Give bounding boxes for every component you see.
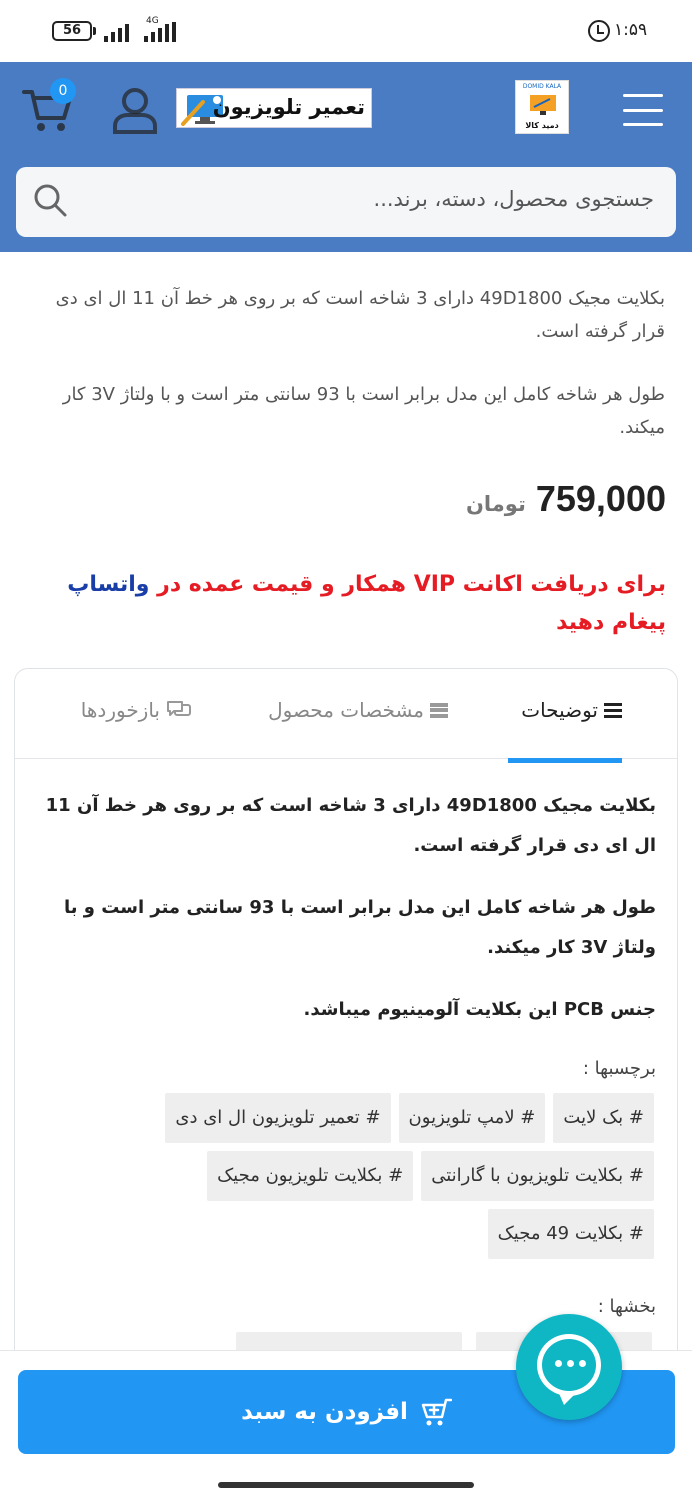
description-paragraph: طول هر شاخه کامل این مدل برابر است با 93 سانتی متر است و با ولتاژ 3V کار میکند. [63, 897, 656, 958]
signal-4g-icon [144, 22, 176, 42]
short-desc-paragraph: بکلایت مجیک 49D1800 دارای 3 شاخه است که بر روی هر خط آن 11 ال ای دی قرار گرفته است. [55, 288, 665, 342]
search-placeholder: جستجوی محصول، دسته، برند... [373, 187, 654, 211]
cart-add-icon [420, 1397, 452, 1427]
tags-list [112, 1093, 654, 1259]
comments-icon [166, 699, 192, 721]
clock: ۱:۵۹ [614, 20, 648, 40]
chat-button[interactable] [516, 1314, 622, 1420]
status-bar [0, 0, 692, 62]
categories-label: بخشها : [597, 1296, 656, 1317]
search-input[interactable] [16, 167, 676, 237]
tags-label: برچسبها : [582, 1058, 656, 1079]
tab-reviews[interactable] [81, 698, 192, 722]
network-type: 4G [146, 16, 159, 26]
add-to-cart-label: افزودن به سبد [241, 1399, 408, 1425]
tag-item[interactable]: # تعمیر تلویزیون ال ای دی [165, 1093, 390, 1143]
tab-description-label: توضیحات [521, 698, 598, 722]
menu-icon[interactable] [623, 94, 663, 126]
tag-item[interactable]: # بک لایت [553, 1093, 654, 1143]
battery-indicator: 56 [52, 21, 92, 41]
site-logo[interactable] [515, 80, 569, 134]
tab-specs-label: مشخصات محصول [268, 698, 424, 722]
tab-reviews-label: بازخوردها [80, 698, 160, 722]
brand-banner-tv-repair[interactable] [176, 88, 372, 128]
tag-item[interactable]: # بکلایت تلویزیون با گارانتی [421, 1151, 654, 1201]
vip-notice [30, 566, 666, 642]
long-description [36, 786, 656, 1030]
cart-count-badge: 0 [50, 78, 76, 104]
price-row [466, 478, 666, 520]
price-currency: تومان [465, 492, 526, 516]
logo-bottom-text: دمید کالا [525, 121, 559, 130]
logo-monitor-icon [528, 93, 558, 117]
list-icon [604, 703, 622, 718]
active-tab-indicator [508, 758, 622, 763]
list-icon [430, 703, 448, 718]
description-paragraph: جنس PCB این بکلایت آلومینیوم میباشد. [303, 999, 656, 1020]
chat-icon [537, 1334, 601, 1396]
short-desc-paragraph: طول هر شاخه کامل این مدل برابر است با 93 سانتی متر است و با ولتاژ 3V کار میکند. [62, 384, 665, 438]
tag-item[interactable]: # لامپ تلویزیون [399, 1093, 546, 1143]
price-value: 759,000 [535, 478, 666, 519]
search-icon[interactable] [30, 180, 70, 220]
tab-description[interactable] [521, 698, 622, 722]
brand-text: تعمیر تلویزیون [212, 95, 365, 119]
signal-icon [104, 22, 129, 42]
vip-text-end: پیغام دهید [556, 610, 666, 635]
description-paragraph: بکلایت مجیک 49D1800 دارای 3 شاخه است که بر روی هر خط آن 11 ال ای دی قرار گرفته است. [45, 795, 656, 856]
vip-text: برای دریافت اکانت VIP همکار و قیمت عمده در [157, 572, 666, 597]
tab-specs[interactable] [268, 698, 448, 722]
tag-item[interactable]: # بکلایت 49 مجیک [488, 1209, 654, 1259]
tag-item[interactable]: # بکلایت تلویزیون مجیک [207, 1151, 413, 1201]
whatsapp-link[interactable]: واتساپ [67, 572, 150, 597]
home-indicator [218, 1482, 474, 1488]
logo-top-text: DOMID KALA [522, 83, 562, 90]
alarm-icon [588, 20, 610, 42]
short-description [40, 282, 665, 444]
user-account-icon[interactable] [112, 86, 158, 134]
